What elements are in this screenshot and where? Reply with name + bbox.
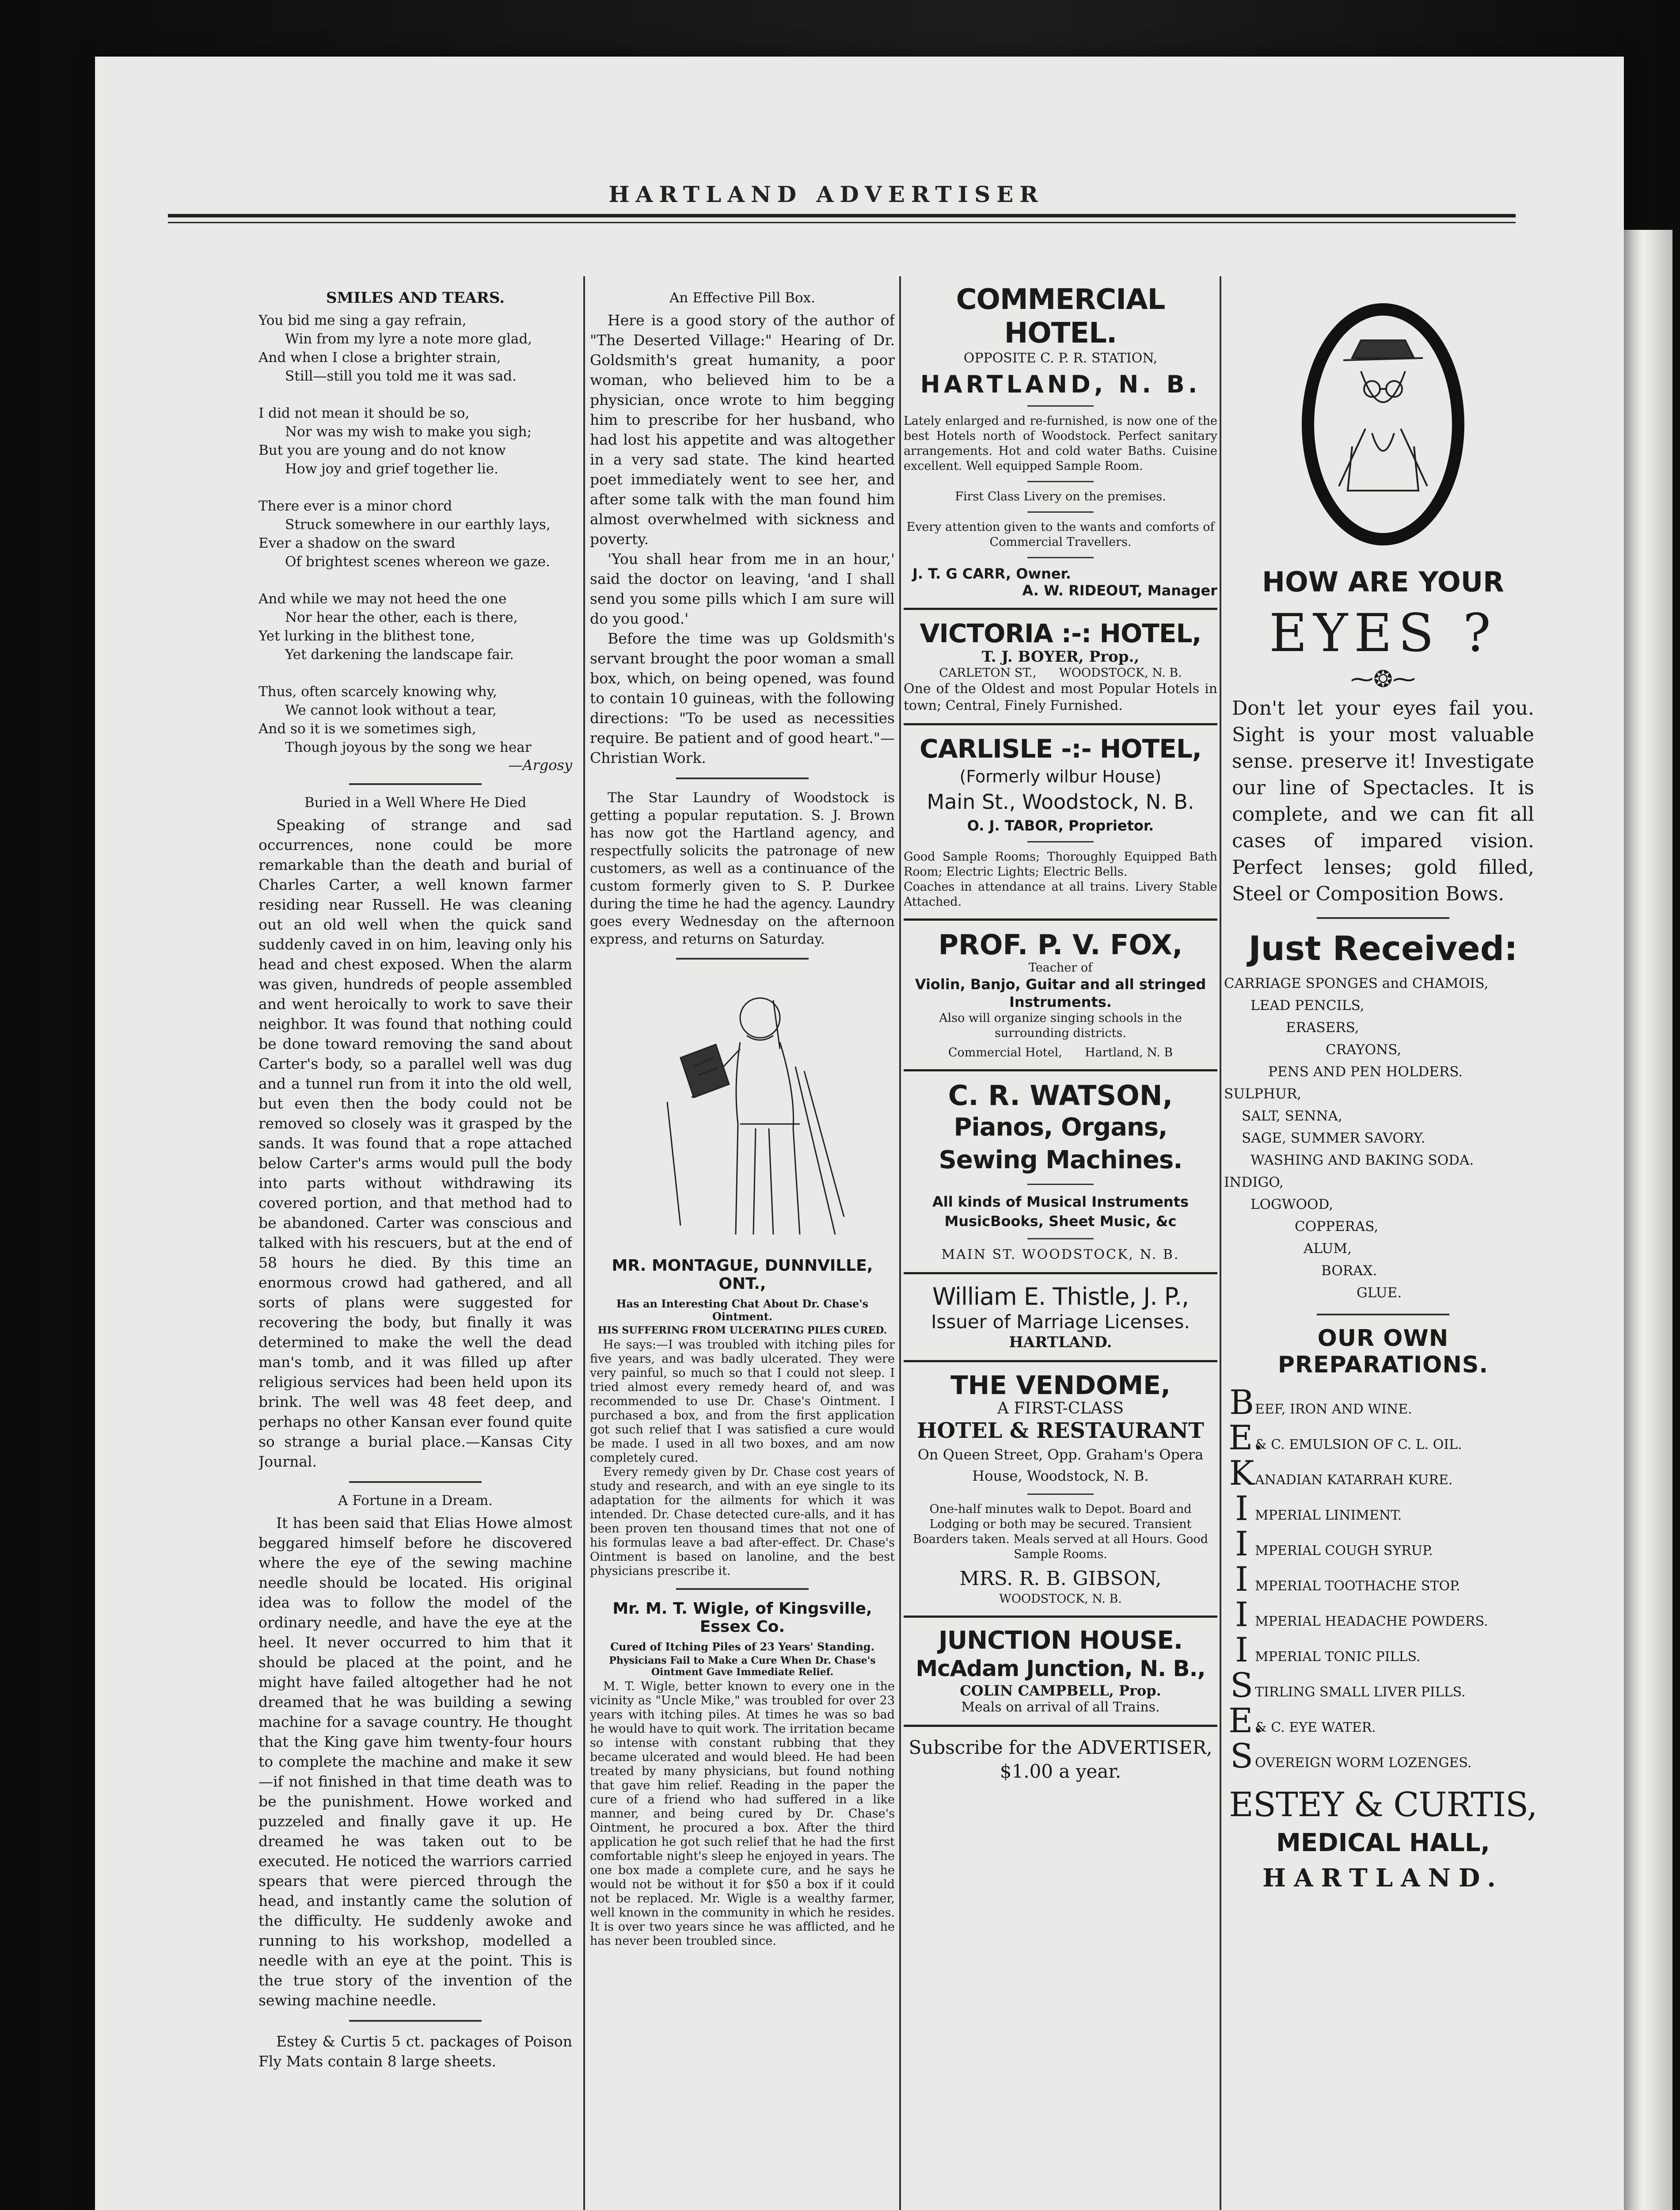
optician-woman-illustration: [1299, 301, 1467, 548]
preparation-name: ANADIAN KATARRAH KURE.: [1255, 1472, 1453, 1488]
dream-article: It has been said that Elias Howe almost beggared himself before he discovered where the eye of the sewing machine needle should be located. His original idea was to follow the model of the ordinary needle, and have the eye at the heel. It never occurred to him that it should be placed at the point, and he might have failed altogether had he not dreamed that he was building a sewing machine for a savage country. He thought that the King gave him twenty-four hours to complete the machine and make it sew—if not finished in that time death was to be the punishment. Howe worked and puzzeled and finally gave it up. He dreamed he was taken out to be executed. He noticed the warriors carried spears that were pierced through the head, and instantly came the solution of the difficulty. He suddenly awoke and running to his workshop, modelled a needle with an eye at the point. This is the true story of the invention of the sewing machine needle.: [258, 1514, 572, 2009]
separator: [1027, 405, 1094, 407]
preparations-list: [1224, 1383, 1542, 1776]
subscribe-notice: Subscribe for the ADVERTISER, $1.00 a year.: [908, 1737, 1212, 1782]
received-item: SAGE, SUMMER SAVORY.: [1242, 1130, 1425, 1146]
preparation-name: MPERIAL LINIMENT.: [1255, 1508, 1402, 1523]
received-item: SULPHUR,: [1224, 1086, 1302, 1102]
poem-line: You bid me sing a gay refrain,: [258, 312, 467, 328]
wigle-subhead-2: Physicians Fail to Make a Cure When Dr. Chase's Ointment Gave Immediate Relief.: [609, 1655, 876, 1678]
poem-line: There ever is a minor chord: [258, 498, 452, 514]
preparation-initial: I: [1235, 1595, 1249, 1634]
received-item: SALT, SENNA,: [1242, 1108, 1342, 1124]
well-article: Speaking of strange and sad occurrences, none could be more remarkable than the death and burial of Charles Carter, a well known farmer residing near Russell. He was cleaning out an old well when the quick sand suddenly caved in on him, leaving only his head and chest exposed. When the alarm was given, hundreds of people assembled and went heroically to work to save their neighbor. It was found that nothing could be done toward removing the sand about Carter's body, so a parallel well was dug and a tunnel run from it into the old well, but even then the body could not be removed so closely was it grasped by the sands. It was found that a rope attached below Carter's arms would pull the body into parts without withdrawing its covered portion, and that method had to be abandoned. Carter was conscious and talked with his rescuers, but at the end of 58 hours he died. By this time an enormous crowd had gathered, and all sorts of plans were suggested for recovering the body, but finally it was determined to make the well the dead man's tomb, and it was filled up after religious services had been held upon its brink. The well was 48 feet deep, and perhaps no other Kansan ever found quite so strange a burial place.—Kansas City Journal.: [258, 816, 572, 1470]
preparation-initial: K: [1229, 1453, 1254, 1493]
poem-line: Struck somewhere in our earthly lays,: [285, 517, 551, 533]
divider: [904, 723, 1217, 725]
masthead-rule: [168, 214, 1516, 223]
well-title: Buried in a Well Where He Died: [304, 795, 527, 811]
poem-line: And while we may not heed the one: [258, 591, 507, 607]
poem-line: Nor was my wish to make you sigh;: [285, 424, 532, 440]
separator: [676, 777, 809, 779]
preparation-name: & C. EMULSION OF C. L. OIL.: [1255, 1437, 1462, 1452]
separator: [1027, 841, 1094, 842]
commercial-opposite: OPPOSITE C. P. R. STATION,: [963, 351, 1158, 366]
separator: [676, 958, 809, 960]
pill-article-2: 'You shall hear from me in an hour,' said the doctor on leaving, 'and I shall send you some pills which I am sure will do you good.': [590, 550, 895, 627]
separator: [1027, 511, 1094, 513]
received-item: LEAD PENCILS,: [1250, 998, 1365, 1014]
carlisle-former: (Formerly wilbur House): [959, 767, 1162, 786]
preparation-item: [1228, 1701, 1542, 1740]
divider: [904, 1069, 1217, 1071]
watson-kinds: All kinds of Musical Instruments MusicBooks, Sheet Music, &c: [932, 1193, 1189, 1230]
separator: [1317, 917, 1449, 919]
montague-body-2: Every remedy given by Dr. Chase cost years of study and research, and with an eye single to its adaptation for the ailments for which it was intended. Dr. Chase detected cure-alls, and it has been proven ten thousand times that not one of his formulas leave a bad after-effect. Dr. Chase's Ointment is based on lanoline, and the best physicians prescribe it.: [590, 1465, 895, 1578]
commercial-manager: A. W. RIDEOUT, Manager: [1022, 582, 1217, 599]
divider: [904, 1725, 1217, 1727]
separator: [1027, 1184, 1094, 1185]
victoria-title: VICTORIA :-: HOTEL,: [920, 618, 1201, 648]
separator: [1027, 1238, 1094, 1239]
column-rule: [1220, 276, 1221, 2210]
preparation-name: OVEREIGN WORM LOZENGES.: [1255, 1755, 1472, 1771]
montague-body: He says:—I was troubled with itching piles for five years, and was badly ulcerated. They were very painful, so much so that I could not sleep. I tried almost every remedy heard of, and was recommended to use Dr. Chase's Ointment. I purchased a box, and from the first application got such relief that I was satisfied a cure would be made. I used in all two boxes, and am now completely cured.: [590, 1338, 895, 1465]
poem-source: —Argosy: [508, 757, 572, 774]
vendome-title: THE VENDOME,: [950, 1370, 1171, 1400]
poem-line: [258, 571, 572, 590]
victoria-body: One of the Oldest and most Popular Hotels in town; Central, Finely Furnished.: [904, 681, 1217, 713]
preparation-item: [1228, 1595, 1542, 1634]
commercial-hotel-title: COMMERCIAL HOTEL.: [956, 283, 1165, 350]
preparation-initial: I: [1235, 1559, 1249, 1599]
eyes-body: Don't let your eyes fail you. Sight is your most valuable sense. preserve it! Investigate our line of Spectacles. It is complete, and we can fit all cases of impared vision. Perfect lenses; gold filled, Steel or Composition Bows.: [1232, 697, 1534, 905]
fox-teacher: Teacher of: [1028, 961, 1093, 975]
poem-line: Win from my lyre a note more glad,: [285, 331, 532, 347]
commercial-livery: First Class Livery on the premises.: [955, 490, 1166, 503]
thistle-title: William E. Thistle, J. P.,: [932, 1283, 1189, 1311]
dream-title: A Fortune in a Dream.: [338, 1493, 493, 1509]
received-item: WASHING AND BAKING SODA.: [1250, 1152, 1474, 1168]
received-item: PENS AND PEN HOLDERS.: [1268, 1064, 1463, 1080]
preparation-name: MPERIAL TOOTHACHE STOP.: [1255, 1578, 1460, 1594]
separator: [1027, 557, 1094, 558]
victoria-address: CARLETON ST., WOODSTOCK, N. B.: [939, 666, 1182, 680]
divider: [904, 1272, 1217, 1274]
poem-line: [258, 385, 572, 404]
poem-title: SMILES AND TEARS.: [326, 289, 505, 307]
column-rule: [899, 276, 901, 2210]
poem-line: And so it is we sometimes sigh,: [258, 721, 476, 737]
received-item: CRAYONS,: [1326, 1042, 1402, 1058]
thistle-place: HARTLAND.: [1009, 1334, 1112, 1351]
preparation-initial: I: [1235, 1630, 1249, 1669]
carlisle-title: CARLISLE -:- HOTEL,: [920, 734, 1201, 764]
estey-place: HARTLAND.: [1262, 1863, 1504, 1893]
preparation-name: & C. EYE WATER.: [1255, 1720, 1376, 1735]
preparation-item: [1228, 1665, 1542, 1705]
column-2: [590, 283, 895, 2210]
divider: [904, 1616, 1217, 1618]
estey-note: Estey & Curtis 5 ct. packages of Poison Fly Mats contain 8 large sheets.: [258, 2033, 572, 2070]
poem: [258, 311, 572, 757]
junction-place: McAdam Junction, N. B.,: [916, 1656, 1205, 1681]
fox-schools: Also will organize singing schools in the surrounding districts.: [939, 1011, 1182, 1040]
preparation-initial: S: [1230, 1665, 1254, 1705]
vendome-hotel-restaurant: HOTEL & RESTAURANT: [916, 1418, 1205, 1443]
preparation-item: [1228, 1489, 1542, 1528]
poem-line: Yet lurking in the blithest tone,: [258, 628, 475, 644]
fox-address: Commercial Hotel, Hartland, N. B: [948, 1046, 1173, 1059]
received-item: BORAX.: [1321, 1263, 1377, 1279]
montague-subhead-2: HIS SUFFERING FROM ULCERATING PILES CURED.: [597, 1325, 887, 1336]
separator: [1317, 1314, 1449, 1315]
vendome-address: On Queen Street, Opp. Graham's Opera House, Woodstock, N. B.: [917, 1446, 1204, 1484]
poem-line: We cannot look without a tear,: [285, 702, 497, 718]
pill-title: An Effective Pill Box.: [669, 290, 815, 306]
divider: [904, 608, 1217, 610]
received-item: ALUM,: [1304, 1241, 1352, 1257]
poem-line: Of brightest scenes whereon we gaze.: [285, 554, 550, 570]
poem-line: Though joyous by the song we hear: [285, 739, 532, 755]
vendome-body: One-half minutes walk to Depot. Board and Lodging or both may be secured. Transient Boarders taken. Meals served at all Hours. Good Sample Rooms.: [912, 1502, 1209, 1561]
estey-title: ESTEY & CURTIS,: [1229, 1785, 1537, 1824]
junction-title: JUNCTION HOUSE.: [938, 1626, 1183, 1655]
poem-line: [258, 664, 572, 682]
preparation-initial: I: [1235, 1524, 1249, 1563]
received-item: GLUE.: [1357, 1285, 1402, 1301]
poem-line: Ever a shadow on the sward: [258, 535, 456, 551]
poem-line: [258, 478, 572, 497]
man-reading-illustration: [627, 969, 857, 1252]
preparation-item: [1228, 1736, 1542, 1776]
watson-address: MAIN ST. WOODSTOCK, N. B.: [941, 1247, 1180, 1262]
poem-line: How joy and grief together lie.: [285, 461, 498, 477]
preparation-item: [1228, 1559, 1542, 1599]
wigle-body: M. T. Wigle, better known to every one in the vicinity as "Uncle Mike," was troubled for over 23 years with itching piles. At times he was so bad he would have to quit work. The irritation became so intense with constant rubbing that they became ulcerated and would bleed. He had been treated by many physicians, but found nothing that gave him relief. Reading in the paper the cure of a friend who had suffered in a like manner, and being cured by Dr. Chase's Ointment, he procured a box. After the third application he got such relief that he had the first comfortable night's sleep he enjoyed in years. The one box made a complete cure, and he says he would not be without it for $50 a box if it could not be replaced. Mr. Wigle is a wealthy farmer, well known in the community in which he resides. It is over two years since he was afflicted, and he has never been troubled since.: [590, 1680, 895, 1948]
poem-line: Still—still you told me it was sad.: [285, 368, 517, 384]
wigle-subhead: Cured of Itching Piles of 23 Years' Standing.: [610, 1640, 874, 1653]
thistle-issuer: Issuer of Marriage Licenses.: [931, 1311, 1190, 1333]
vendome-town: WOODSTOCK, N. B.: [999, 1592, 1122, 1606]
victoria-prop: T. J. BOYER, Prop.,: [981, 648, 1140, 666]
divider: [904, 1360, 1217, 1362]
preparation-name: MPERIAL HEADACHE POWDERS.: [1255, 1614, 1488, 1629]
masthead: HARTLAND ADVERTISER: [608, 181, 1044, 207]
wigle-headline: Mr. M. T. Wigle, of Kingsville, Essex Co.: [612, 1600, 872, 1636]
watson-line: Pianos, Organs, Sewing Machines.: [939, 1113, 1182, 1174]
separator: [349, 2020, 482, 2022]
preparation-initial: I: [1235, 1489, 1249, 1528]
carlisle-body: Good Sample Rooms; Thoroughly Equipped Bath Room; Electric Lights; Electric Bells.: [904, 850, 1217, 879]
preparation-initial: B: [1229, 1383, 1254, 1422]
received-item: LOGWOOD,: [1250, 1196, 1334, 1212]
page-curl: [1624, 230, 1672, 2210]
fox-instruments: Violin, Banjo, Guitar and all stringed Instruments.: [915, 976, 1206, 1010]
column-1: [258, 283, 572, 2210]
commercial-attention: Every attention given to the wants and comforts of Commercial Travellers.: [906, 520, 1215, 549]
carlisle-address: Main St., Woodstock, N. B.: [927, 790, 1194, 814]
junction-meals: Meals on arrival of all Trains.: [961, 1699, 1160, 1715]
poem-line: I did not mean it should be so,: [258, 405, 470, 421]
separator: [1027, 1494, 1094, 1495]
poem-line: Yet darkening the landscape fair.: [285, 647, 514, 663]
separator: [349, 783, 482, 785]
poem-line: And when I close a brighter strain,: [258, 350, 501, 366]
column-4: [1224, 283, 1542, 2210]
preparation-item: [1228, 1418, 1542, 1457]
pill-article-3: Before the time was up Goldsmith's servant brought the poor woman a small box, which, on being opened, was found to contain 10 guineas, with the following directions: "To be used as necessities require. Be patient and of good heart."—Christian Work.: [590, 630, 895, 766]
pill-article-1: Here is a good story of the author of "The Deserted Village:" Hearing of Dr. Goldsmith's great humanity, a poor woman, who believed him to be a physician, once wrote to him begging him to prescribe for her husband, who had lost his appetite and was altogether in a very sad state. The kind hearted poet immediately went to see her, and after some talk with the man found him almost overwhelmed with sickness and poverty.: [590, 312, 895, 548]
poem-line: Nor hear the other, each is there,: [285, 610, 518, 625]
received-item: CARRIAGE SPONGES and CHAMOIS,: [1224, 975, 1489, 991]
received-item: ERASERS,: [1286, 1020, 1359, 1036]
fox-title: PROF. P. V. FOX,: [938, 929, 1183, 961]
junction-prop: COLIN CAMPBELL, Prop.: [960, 1682, 1161, 1699]
separator: [676, 1588, 809, 1590]
laundry-notice: The Star Laundry of Woodstock is getting a popular reputation. S. J. Brown has now got the Hartland agency, and respectfully solicits the patronage of new customers, as well as a continuance of the custom formerly given to S. P. Durkee during the time he had the agency. Laundry goes every Wednesday on the afternoon express, and returns on Saturday.: [590, 790, 895, 947]
montague-headline: MR. MONTAGUE, DUNNVILLE, ONT.,: [612, 1257, 873, 1293]
poem-line: Thus, often scarcely knowing why,: [258, 684, 497, 700]
preparation-initial: E.: [1228, 1701, 1264, 1740]
received-title: Just Received:: [1248, 929, 1518, 968]
watson-title: C. R. WATSON,: [948, 1079, 1173, 1112]
column-rule: [583, 276, 585, 2210]
received-item: INDIGO,: [1224, 1174, 1284, 1190]
vendome-class: A FIRST-CLASS: [997, 1399, 1124, 1417]
commercial-owner: J. T. G CARR, Owner.: [912, 565, 1071, 582]
estey-hall: MEDICAL HALL,: [1276, 1829, 1490, 1857]
preparation-item: [1228, 1383, 1542, 1422]
eyes-question-2: EYES ?: [1269, 602, 1497, 663]
commercial-body: Lately enlarged and re-furnished, is now one of the best Hotels north of Woodstock. Perfect sanitary arrangements. Hot and cold water Baths. Cuisine excellent. Well equipped Sample Room.: [904, 414, 1217, 473]
divider: [904, 918, 1217, 921]
eyes-question-1: HOW ARE YOUR: [1262, 566, 1504, 598]
column-3: [904, 283, 1217, 2210]
preparation-initial: E.: [1228, 1418, 1264, 1457]
separator: [349, 1481, 482, 1483]
received-item: COPPERAS,: [1295, 1219, 1379, 1235]
preparations-title: OUR OWN PREPARATIONS.: [1277, 1325, 1489, 1378]
preparation-name: MPERIAL COUGH SYRUP.: [1255, 1543, 1433, 1558]
commercial-place: HARTLAND, N. B.: [920, 370, 1201, 398]
preparation-initial: S: [1230, 1736, 1254, 1776]
ornament-icon: ⁓❂⁓: [1350, 666, 1416, 693]
preparation-name: EEF, IRON AND WINE.: [1255, 1402, 1412, 1417]
carlisle-prop: O. J. TABOR, Proprietor.: [967, 817, 1154, 834]
carlisle-coaches: Coaches in attendance at all trains. Livery Stable Attached.: [904, 880, 1217, 909]
poem-line: But you are young and do not know: [258, 442, 506, 458]
montague-subhead: Has an Interesting Chat About Dr. Chase's Ointment.: [616, 1297, 869, 1323]
separator: [1027, 481, 1094, 482]
preparation-item: [1228, 1630, 1542, 1669]
preparation-name: MPERIAL TONIC PILLS.: [1255, 1649, 1421, 1665]
vendome-owner: MRS. R. B. GIBSON,: [959, 1567, 1162, 1590]
preparation-item: [1228, 1453, 1542, 1493]
preparation-name: TIRLING SMALL LIVER PILLS.: [1255, 1684, 1466, 1700]
preparation-item: [1228, 1524, 1542, 1563]
received-list: [1224, 972, 1542, 1304]
